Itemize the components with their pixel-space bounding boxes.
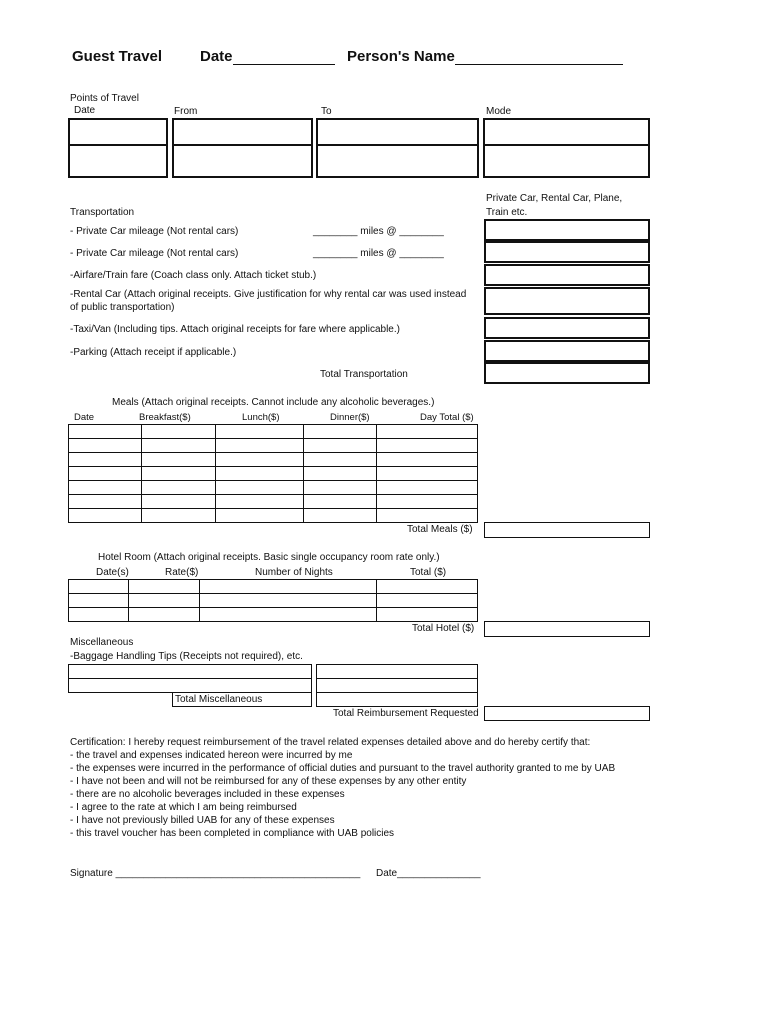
cert-line: Certification: I hereby request reimbursement of the travel related expenses detailed above and do hereby certify that: bbox=[70, 737, 591, 748]
points-from-1[interactable] bbox=[172, 118, 313, 146]
header-name-label: Person's Name bbox=[347, 48, 455, 65]
cert-line: - I agree to the rate at which I am being reimbursed bbox=[70, 802, 297, 813]
points-from-2[interactable] bbox=[172, 144, 313, 178]
taxi-label: -Taxi/Van (Including tips. Attach original receipts for fare where applicable.) bbox=[70, 324, 400, 335]
total-meals-label: Total Meals ($) bbox=[407, 524, 473, 535]
header-name-field[interactable] bbox=[455, 50, 623, 65]
misc-heading: Miscellaneous bbox=[70, 637, 134, 648]
cert-line: - the travel and expenses indicated hereon were incurred by me bbox=[70, 750, 353, 761]
points-col-to: To bbox=[321, 106, 332, 117]
table-row bbox=[69, 425, 478, 439]
misc-sub: -Baggage Handling Tips (Receipts not required), etc. bbox=[70, 651, 303, 662]
points-col-date: Date bbox=[74, 105, 96, 116]
points-mode-2[interactable] bbox=[483, 144, 650, 178]
mileage-amount-2[interactable] bbox=[484, 241, 650, 263]
table-row bbox=[317, 679, 478, 693]
meals-col-lunch: Lunch($) bbox=[242, 412, 280, 423]
hotel-col-nights: Number of Nights bbox=[255, 567, 333, 578]
table-row bbox=[69, 467, 478, 481]
meals-table bbox=[68, 424, 478, 523]
table-row bbox=[69, 580, 478, 594]
misc-amount-table bbox=[316, 664, 478, 707]
hotel-heading: Hotel Room (Attach original receipts. Basic single occupancy room rate only.) bbox=[98, 552, 440, 563]
table-row bbox=[69, 608, 478, 622]
table-row bbox=[69, 453, 478, 467]
total-transport-amount[interactable] bbox=[484, 362, 650, 384]
misc-desc-table bbox=[68, 664, 312, 693]
cert-line: - I have not been and will not be reimbursed for any of these expenses by any other entity bbox=[70, 776, 467, 787]
mileage-label-1: - Private Car mileage (Not rental cars) bbox=[70, 226, 239, 237]
total-hotel-label: Total Hotel ($) bbox=[412, 623, 475, 634]
table-row bbox=[69, 481, 478, 495]
mileage-expr-2[interactable]: ________ miles @ ________ bbox=[313, 248, 444, 259]
meals-col-date: Date bbox=[74, 412, 95, 423]
cert-line: - the expenses were incurred in the performance of official duties and pursuant to the travel authority granted to me by UAB bbox=[70, 763, 616, 774]
parking-label: -Parking (Attach receipt if applicable.) bbox=[70, 347, 237, 358]
rental-label-1: -Rental Car (Attach original receipts. Give justification for why rental car was used instead bbox=[70, 289, 467, 300]
table-row bbox=[69, 495, 478, 509]
header-date-label: Date bbox=[200, 48, 233, 65]
mileage-amount-1[interactable] bbox=[484, 219, 650, 241]
points-col-from: From bbox=[174, 106, 198, 117]
meals-col-daytotal: Day Total ($) bbox=[420, 412, 474, 423]
total-transport-label: Total Transportation bbox=[320, 369, 408, 380]
points-section-label: Points of Travel bbox=[70, 93, 139, 104]
points-col-mode: Mode bbox=[486, 106, 512, 117]
meals-col-dinner: Dinner($) bbox=[330, 412, 370, 423]
total-reimbursement-amount[interactable] bbox=[484, 706, 650, 721]
total-hotel-amount[interactable] bbox=[484, 621, 650, 637]
total-misc-box bbox=[172, 692, 312, 707]
table-row bbox=[69, 665, 312, 679]
rental-amount[interactable] bbox=[484, 287, 650, 315]
table-row bbox=[317, 693, 478, 707]
mileage-expr-1[interactable]: ________ miles @ ________ bbox=[313, 226, 444, 237]
header-date-field[interactable] bbox=[233, 50, 335, 65]
hotel-col-rate: Rate($) bbox=[165, 567, 199, 578]
points-to-1[interactable] bbox=[316, 118, 479, 146]
table-row bbox=[317, 665, 478, 679]
total-misc-label: Total Miscellaneous bbox=[175, 694, 263, 705]
table-row bbox=[69, 594, 478, 608]
meals-col-breakfast: Breakfast($) bbox=[139, 412, 191, 423]
points-to-2[interactable] bbox=[316, 144, 479, 178]
table-row bbox=[69, 509, 478, 523]
header-name bbox=[347, 48, 623, 65]
parking-amount[interactable] bbox=[484, 340, 650, 362]
hotel-col-total: Total ($) bbox=[410, 567, 447, 578]
signature-field[interactable]: Signature ____________________________________________ bbox=[70, 868, 361, 879]
cert-line: - there are no alcoholic beverages included in these expenses bbox=[70, 789, 345, 800]
total-meals-amount[interactable] bbox=[484, 522, 650, 538]
points-date-2[interactable] bbox=[68, 144, 168, 178]
hotel-col-dates: Date(s) bbox=[96, 567, 129, 578]
taxi-amount[interactable] bbox=[484, 317, 650, 339]
table-row bbox=[69, 439, 478, 453]
meals-heading: Meals (Attach original receipts. Cannot include any alcoholic beverages.) bbox=[112, 397, 435, 408]
header-date bbox=[200, 48, 335, 65]
hotel-table bbox=[68, 579, 478, 622]
points-date-1[interactable] bbox=[68, 118, 168, 146]
form-title: Guest Travel bbox=[72, 48, 163, 65]
certification-block bbox=[70, 736, 615, 840]
airfare-label: -Airfare/Train fare (Coach class only. Attach ticket stub.) bbox=[70, 270, 317, 281]
mode-hint: Private Car, Rental Car, Plane, Train etc. bbox=[486, 193, 623, 218]
total-reimbursement-label: Total Reimbursement Requested bbox=[333, 708, 479, 719]
mileage-label-2: - Private Car mileage (Not rental cars) bbox=[70, 248, 239, 259]
cert-line: - I have not previously billed UAB for any of these expenses bbox=[70, 815, 335, 826]
rental-label-2: of public transportation) bbox=[70, 302, 175, 313]
signature-date-field[interactable]: Date_______________ bbox=[376, 868, 481, 879]
transport-heading: Transportation bbox=[70, 207, 135, 218]
table-row bbox=[69, 679, 312, 693]
points-mode-1[interactable] bbox=[483, 118, 650, 146]
airfare-amount[interactable] bbox=[484, 264, 650, 286]
cert-line: - this travel voucher has been completed in compliance with UAB policies bbox=[70, 828, 395, 839]
